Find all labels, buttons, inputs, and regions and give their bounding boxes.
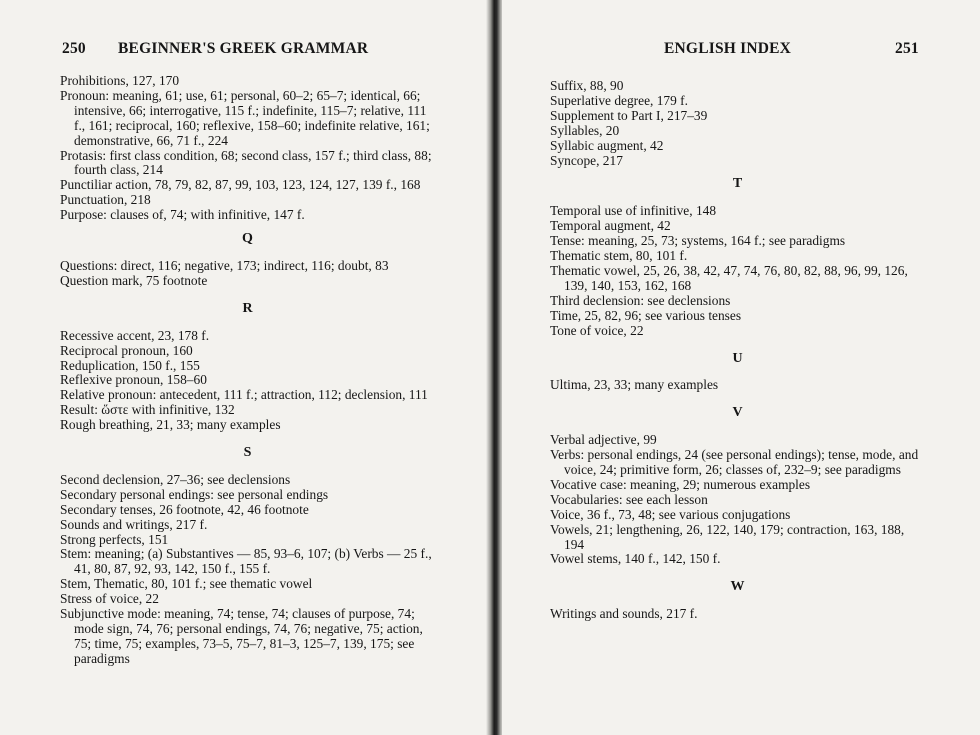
index-letter-heading: Q bbox=[242, 231, 253, 247]
index-entry: Punctuation, 218 bbox=[60, 192, 151, 208]
left-page bbox=[0, 0, 488, 735]
index-entry: Time, 25, 82, 96; see various tenses bbox=[550, 307, 742, 323]
index-entry: Reciprocal pronoun, 160 bbox=[60, 342, 193, 358]
index-entry: Vocabularies: see each lesson bbox=[550, 491, 708, 507]
index-letter-heading: S bbox=[243, 445, 252, 461]
index-entry: Stem: meaning; (a) Substantives — 85, 93–6, 107; (b) Verbs — 25 f., 41, 80, 87, 92, 93, 142, 150 f., 155 f. bbox=[60, 546, 432, 577]
index-column bbox=[60, 74, 435, 667]
index-entry: Temporal use of infinitive, 148 bbox=[550, 203, 717, 219]
running-title: ENGLISH INDEX bbox=[664, 40, 792, 57]
index-letter-heading: V bbox=[732, 405, 743, 421]
index-entry: Vowel stems, 140 f., 142, 150 f. bbox=[550, 551, 721, 567]
index-entry: Superlative degree, 179 f. bbox=[550, 92, 688, 108]
index-entry: Tone of voice, 22 bbox=[550, 322, 644, 338]
index-entry: Stress of voice, 22 bbox=[60, 591, 159, 607]
index-entry: Subjunctive mode: meaning, 74; tense, 74; clauses of purpose, 74; mode sign, 74, 76; personal endings, 74, 76; negative, 75; action, 75; time, 75; examples, 73–5, 75–7, 81–3, 125–7, 139, 175; see paradigms bbox=[60, 606, 423, 666]
index-letter-heading: R bbox=[242, 300, 253, 316]
index-entry: Result: ὥστε with infinitive, 132 bbox=[60, 402, 235, 418]
index-entry: Vowels, 21; lengthening, 26, 122, 140, 179; contraction, 163, 188, 194 bbox=[550, 521, 905, 552]
index-entry: Suffix, 88, 90 bbox=[550, 78, 624, 93]
index-entry: Strong perfects, 151 bbox=[60, 531, 169, 547]
index-entry: Temporal augment, 42 bbox=[550, 218, 671, 234]
index-column bbox=[550, 79, 925, 622]
index-entry: Third declension: see declensions bbox=[550, 292, 731, 308]
index-entry: Rough breathing, 21, 33; many examples bbox=[60, 417, 281, 433]
index-entry: Secondary personal endings: see personal endings bbox=[60, 486, 329, 502]
index-entry: Supplement to Part I, 217–39 bbox=[550, 107, 708, 123]
index-entry: Prohibitions, 127, 170 bbox=[60, 73, 180, 88]
index-entry: Second declension, 27–36; see declensions bbox=[60, 471, 291, 487]
index-entry: Tense: meaning, 25, 73; systems, 164 f.; see paradigms bbox=[550, 233, 846, 249]
page-number: 251 bbox=[895, 40, 919, 57]
index-entry: Stem, Thematic, 80, 101 f.; see thematic vowel bbox=[60, 576, 313, 592]
index-entry: Punctiliar action, 78, 79, 82, 87, 99, 103, 123, 124, 127, 139 f., 168 bbox=[60, 177, 421, 193]
index-entry: Secondary tenses, 26 footnote, 42, 46 footnote bbox=[60, 501, 309, 517]
index-entry: Verbs: personal endings, 24 (see personal endings); tense, mode, and voice, 24; primitive form, 26; classes of, 232–9; see paradigms bbox=[550, 447, 919, 478]
index-entry: Questions: direct, 116; negative, 173; indirect, 116; doubt, 83 bbox=[60, 257, 389, 273]
index-entry: Pronoun: meaning, 61; use, 61; personal, 60–2; 65–7; identical, 66; intensive, 66; interrogative, 115 f.; indefinite, 115–7; relative, 111 f., 161; reciprocal, 160; reflexive, 158–60; indefinite relative, 161; demonstrative, 66, 71 f., 224 bbox=[60, 87, 430, 148]
index-entry: Syllables, 20 bbox=[550, 122, 620, 138]
index-entry: Syllabic augment, 42 bbox=[550, 137, 664, 153]
index-entry: Sounds and writings, 217 f. bbox=[60, 516, 208, 532]
index-entry: Writings and sounds, 217 f. bbox=[550, 606, 698, 622]
index-entry: Relative pronoun: antecedent, 111 f.; attraction, 112; declension, 111 bbox=[60, 387, 428, 403]
running-title: BEGINNER'S GREEK GRAMMAR bbox=[118, 40, 369, 57]
right-page bbox=[502, 0, 980, 735]
index-entry: Recessive accent, 23, 178 f. bbox=[60, 327, 210, 343]
index-letter-heading: T bbox=[732, 176, 743, 192]
index-entry: Thematic stem, 80, 101 f. bbox=[550, 248, 688, 264]
index-entry: Thematic vowel, 25, 26, 38, 42, 47, 74, 76, 80, 82, 88, 96, 99, 126, 139, 140, 153, 162, 168 bbox=[550, 262, 908, 293]
index-letter-heading: U bbox=[732, 350, 743, 366]
index-letter-heading: W bbox=[730, 579, 745, 595]
index-entry: Syncope, 217 bbox=[550, 152, 623, 168]
index-entry: Protasis: first class condition, 68; second class, 157 f.; third class, 88; fourth class, 214 bbox=[60, 147, 432, 178]
index-entry: Vocative case: meaning, 29; numerous examples bbox=[550, 476, 811, 492]
page-number: 250 bbox=[62, 40, 86, 57]
index-entry: Reduplication, 150 f., 155 bbox=[60, 357, 200, 373]
index-entry: Question mark, 75 footnote bbox=[60, 272, 208, 288]
index-entry: Voice, 36 f., 73, 48; see various conjugations bbox=[550, 506, 791, 522]
index-entry: Ultima, 23, 33; many examples bbox=[550, 377, 719, 393]
index-entry: Reflexive pronoun, 158–60 bbox=[60, 372, 207, 388]
index-entry: Verbal adjective, 99 bbox=[550, 432, 657, 448]
index-entry: Purpose: clauses of, 74; with infinitive, 147 f. bbox=[60, 207, 305, 223]
